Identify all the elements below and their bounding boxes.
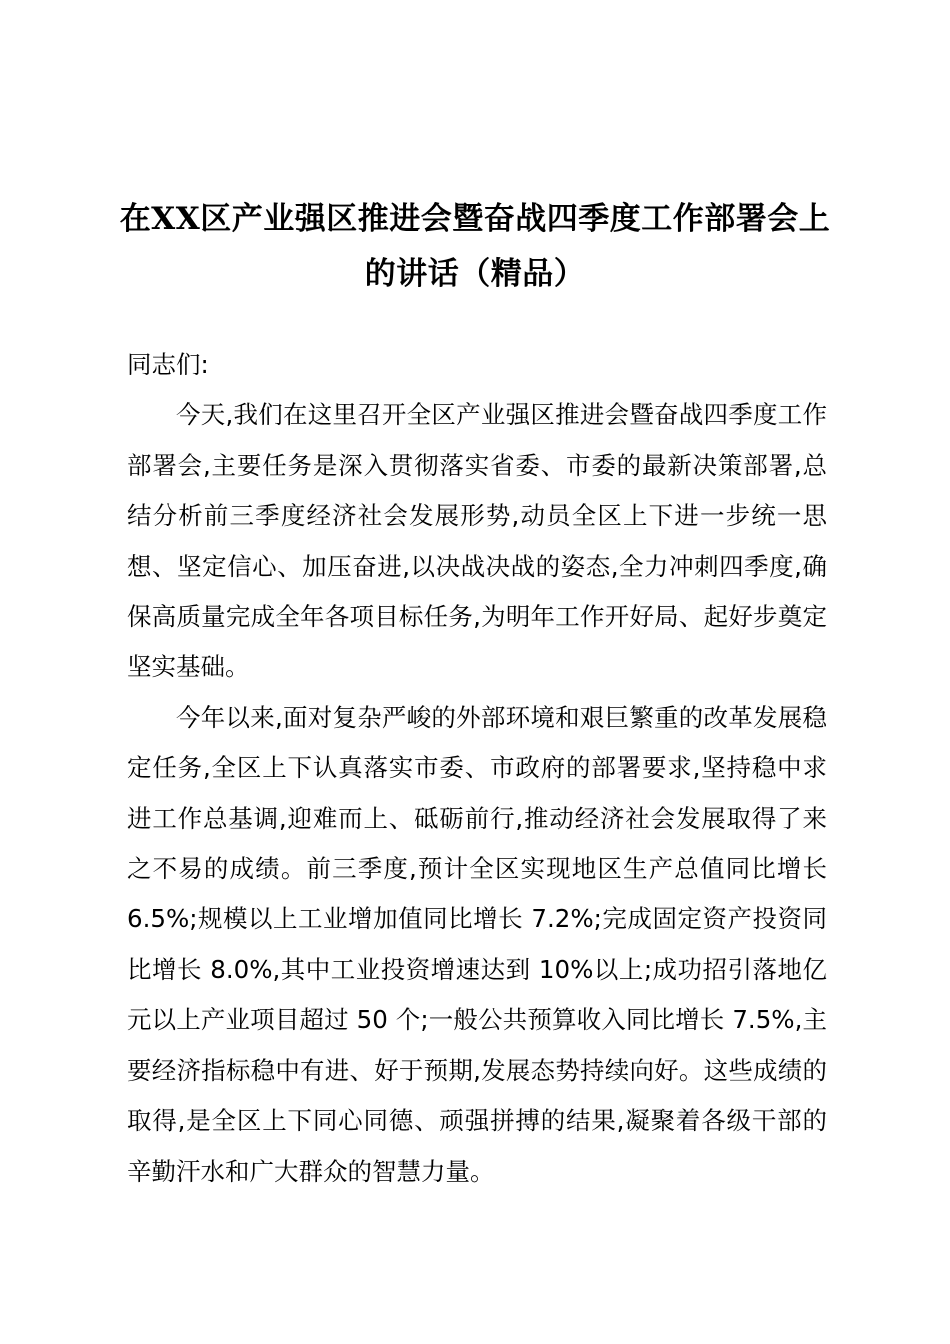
paragraph-opening: 今天,我们在这里召开全区产业强区推进会暨奋战四季度工作部署会,主要任务是深入贯彻落实省委、市委的最新决策部署,总结分析前三季度经济社会发展形势,动员全区上下进一步统一思想、坚定信心、加压奋进,以决战决战的姿态,全力冲刺四季度,确保高质量完成全年各项目标任务,为明年工作开好局、起好步奠定坚实基础。	[127, 400, 827, 682]
paragraph-achievements: 今年以来,面对复杂严峻的外部环境和艰巨繁重的改革发展稳定任务,全区上下认真落实市委、市政府的部署要求,坚持稳中求进工作总基调,迎难而上、砥砺前行,推动经济社会发展取得了来之不易的成绩。前三季度,预计全区实现地区生产总值同比增长 6.5%;规模以上工业增加值同比增长 7.2%;完成固定资产投资同比增长 8.0%,其中工业投资增速达到 10%以上;成功招引落地亿元以上产业项目超过 50 个;一般公共预算收入同比增长 7.5%,主要经济指标稳中有进、好于预期,发展态势持续向好。这些成绩的取得,是全区上下同心同德、顽强拼搏的结果,凝聚着各级干部的辛勤汗水和广大群众的智慧力量。	[127, 702, 827, 1186]
salutation: 同志们:	[127, 350, 209, 379]
document-body	[127, 340, 827, 1197]
document-title: 在XX区产业强区推进会暨奋战四季度工作部署会上的讲话（精品）	[119, 201, 831, 292]
